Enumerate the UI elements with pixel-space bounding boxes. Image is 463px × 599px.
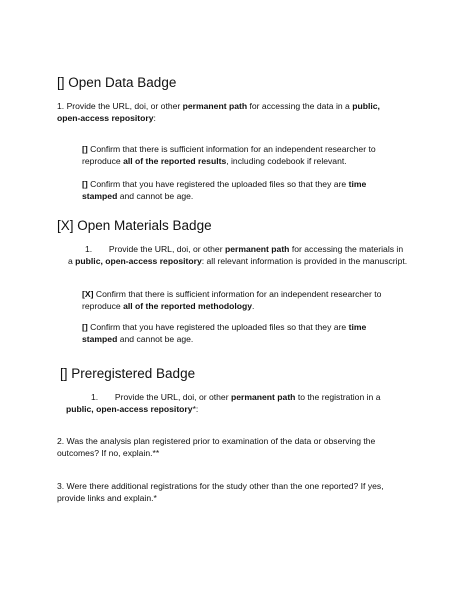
- check-text: Confirm that there is sufficient information for an independent researcher to reproduce: [82, 289, 382, 311]
- check-text: Confirm that you have registered the uploaded files so that they are: [87, 322, 349, 332]
- checkbox-marker: []: [82, 322, 88, 332]
- open-materials-badge-heading: [X] Open Materials Badge: [57, 218, 212, 233]
- question-number: 1.: [91, 392, 99, 402]
- question-text: Provide the URL, doi, or other: [114, 392, 231, 402]
- open-data-question-1: [57, 100, 402, 124]
- permanent-path-emphasis: permanent path: [224, 244, 290, 254]
- reported-methodology-emphasis: all of the reported methodology: [123, 301, 253, 311]
- preregistered-question-1: [66, 391, 406, 415]
- permanent-path-emphasis: permanent path: [182, 101, 248, 111]
- open-materials-question-1: [68, 243, 408, 267]
- checkbox-marker: []: [82, 144, 88, 154]
- check-text: , including codebook if relevant.: [226, 156, 347, 166]
- repository-emphasis: public, open-access repository: [75, 256, 202, 266]
- repository-emphasis: public, open-access repository: [57, 101, 380, 123]
- question-number: 1.: [57, 101, 65, 111]
- check-text: .: [252, 301, 255, 311]
- checkbox-marker: [X]: [82, 289, 94, 299]
- question-text: *:: [192, 404, 199, 414]
- check-text: Confirm that there is sufficient information for an independent researcher to reproduce: [82, 144, 376, 166]
- checkbox-marker: []: [82, 179, 88, 189]
- question-text: to the registration in a: [295, 392, 381, 402]
- check-text: Confirm that you have registered the uploaded files so that they are: [87, 179, 349, 189]
- time-stamped-emphasis: time stamped: [82, 322, 367, 344]
- repository-emphasis: public, open-access repository: [66, 404, 193, 414]
- preregistered-badge-heading: [] Preregistered Badge: [60, 366, 196, 381]
- question-text: for accessing the materials in a: [68, 244, 404, 266]
- question-text: : all relevant information is provided in the manuscript.: [201, 256, 408, 266]
- preregistered-question-2: 2. Was the analysis plan registered prior to examination of the data or observing the outcomes? If no, explain.**: [57, 436, 376, 458]
- permanent-path-emphasis: permanent path: [230, 392, 296, 402]
- open-materials-check-methodology: [82, 288, 410, 312]
- preregistered-question-3: 3. Were there additional registrations for the study other than the one reported? If yes, provide links and explain.*: [57, 481, 384, 503]
- open-data-check-results: [82, 143, 410, 167]
- reported-results-emphasis: all of the reported results: [123, 156, 227, 166]
- question-text: for accessing the data in a: [247, 101, 353, 111]
- question-text: Provide the URL, doi, or other: [66, 101, 183, 111]
- question-text: :: [153, 113, 156, 123]
- time-stamped-emphasis: time stamped: [82, 179, 367, 201]
- open-data-badge-heading: [] Open Data Badge: [57, 75, 177, 90]
- open-materials-check-timestamp: [82, 321, 402, 345]
- question-number: 1.: [85, 244, 93, 254]
- check-text: and cannot be age.: [117, 191, 194, 201]
- question-text: Provide the URL, doi, or other: [108, 244, 225, 254]
- check-text: and cannot be age.: [117, 334, 194, 344]
- open-data-check-timestamp: [82, 178, 402, 202]
